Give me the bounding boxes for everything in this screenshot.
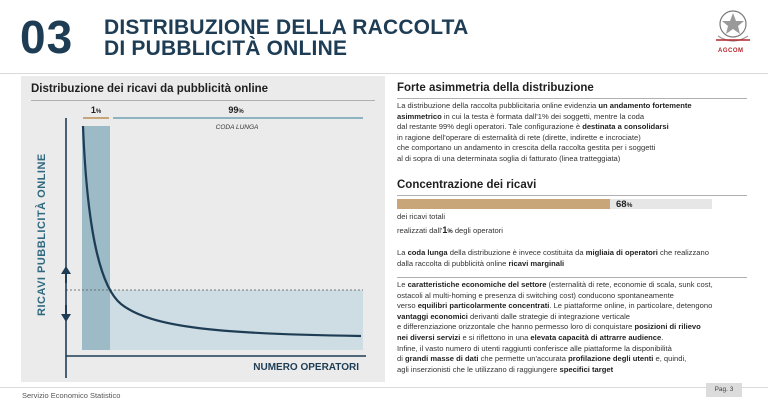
x-axis-label: NUMERO OPERATORI: [253, 362, 359, 373]
down-arrow-icon: [61, 305, 71, 322]
emblem-logo-icon: [710, 6, 756, 50]
slide-number: 03: [20, 11, 74, 63]
chart-panel: [21, 76, 385, 382]
long-tail-chart: [21, 76, 385, 382]
header: [0, 0, 768, 72]
footer-text: Servizio Economico Statistico: [22, 391, 121, 400]
title-line-2: DI PUBBLICITÀ ONLINE: [104, 37, 348, 60]
page-number: Pag. 3: [706, 383, 742, 397]
section-divider-3: [397, 277, 747, 278]
logo-text: AGCOM: [718, 48, 744, 54]
coda-lunga-label: CODA LUNGA: [215, 124, 259, 131]
section-divider-2: [397, 195, 747, 196]
tail-area: [110, 290, 363, 350]
page-title: [104, 17, 469, 59]
section-title-concentrazione: Concentrazione dei ricavi: [397, 179, 537, 191]
concentration-bar-value: 68%: [616, 199, 633, 210]
footer-divider: [0, 387, 768, 388]
y-axis-label: RICAVI PUBBLICITÀ ONLINE: [36, 153, 48, 316]
head-column: [82, 126, 110, 350]
concentration-caption: dei ricavi totali realizzati dall'1% degli operatori: [397, 212, 503, 235]
concentration-bar-fill: [397, 199, 610, 209]
header-divider: [0, 73, 768, 74]
asimmetria-paragraph: La distribuzione della raccolta pubblicitaria online evidenzia un andamento fortemente asimmetrico in cui la testa è formata dall'1% dei soggetti, mentre la coda dal restante 99% degli operatori. Tale configurazione è destinata a consolidarsi in ragione dell'operare di esternalità di rete (dirette, indirette e incrociate) che comportano un andamento in crescita della raccolta gestita per i soggetti al di sopra di una determinata soglia di fatturato (linea tratteggiata): [397, 101, 692, 163]
section-title-asimmetria: Forte asimmetria della distribuzione: [397, 82, 594, 94]
title-line-1: DISTRIBUZIONE DELLA RACCOLTA: [104, 16, 469, 39]
up-arrow-icon: [61, 266, 71, 283]
pct-99-label: 99%: [228, 105, 244, 115]
chart-panel-title: Distribuzione dei ricavi da pubblicità online: [31, 83, 269, 95]
pct-1-label: 1%: [90, 105, 102, 115]
caratteristiche-paragraph: Le caratteristiche economiche del settore (esternalità di rete, economie di scala, sunk cost, ostacoli al multi-homing e presenza di switching cost) conducono spontaneamente verso equilibri particolarmente concentrati. Le piattaforme online, in particolare, detengono vantaggi economici derivanti dalle strategie di integrazione verticale e differenziazione orizzontale che hanno permesso loro di conquistare posizioni di rilievo nei diversi servizi e si riflettono in una elevata capacità di attrarre audience. Infine, il vasto numero di utenti raggiunti conferisce alle piattaforme la disponibilità di grandi masse di dati che permette un'accurata profilazione degli utenti e, quindi, agli inserzionisti che le utilizzano di raggiungere specifici target: [397, 280, 713, 374]
section-divider-1: [397, 98, 747, 99]
coda-lunga-paragraph: La coda lunga della distribuzione è invece costituita da migliaia di operatori che realizzano dalla raccolta di pubblicità online ricavi marginali: [397, 248, 709, 268]
